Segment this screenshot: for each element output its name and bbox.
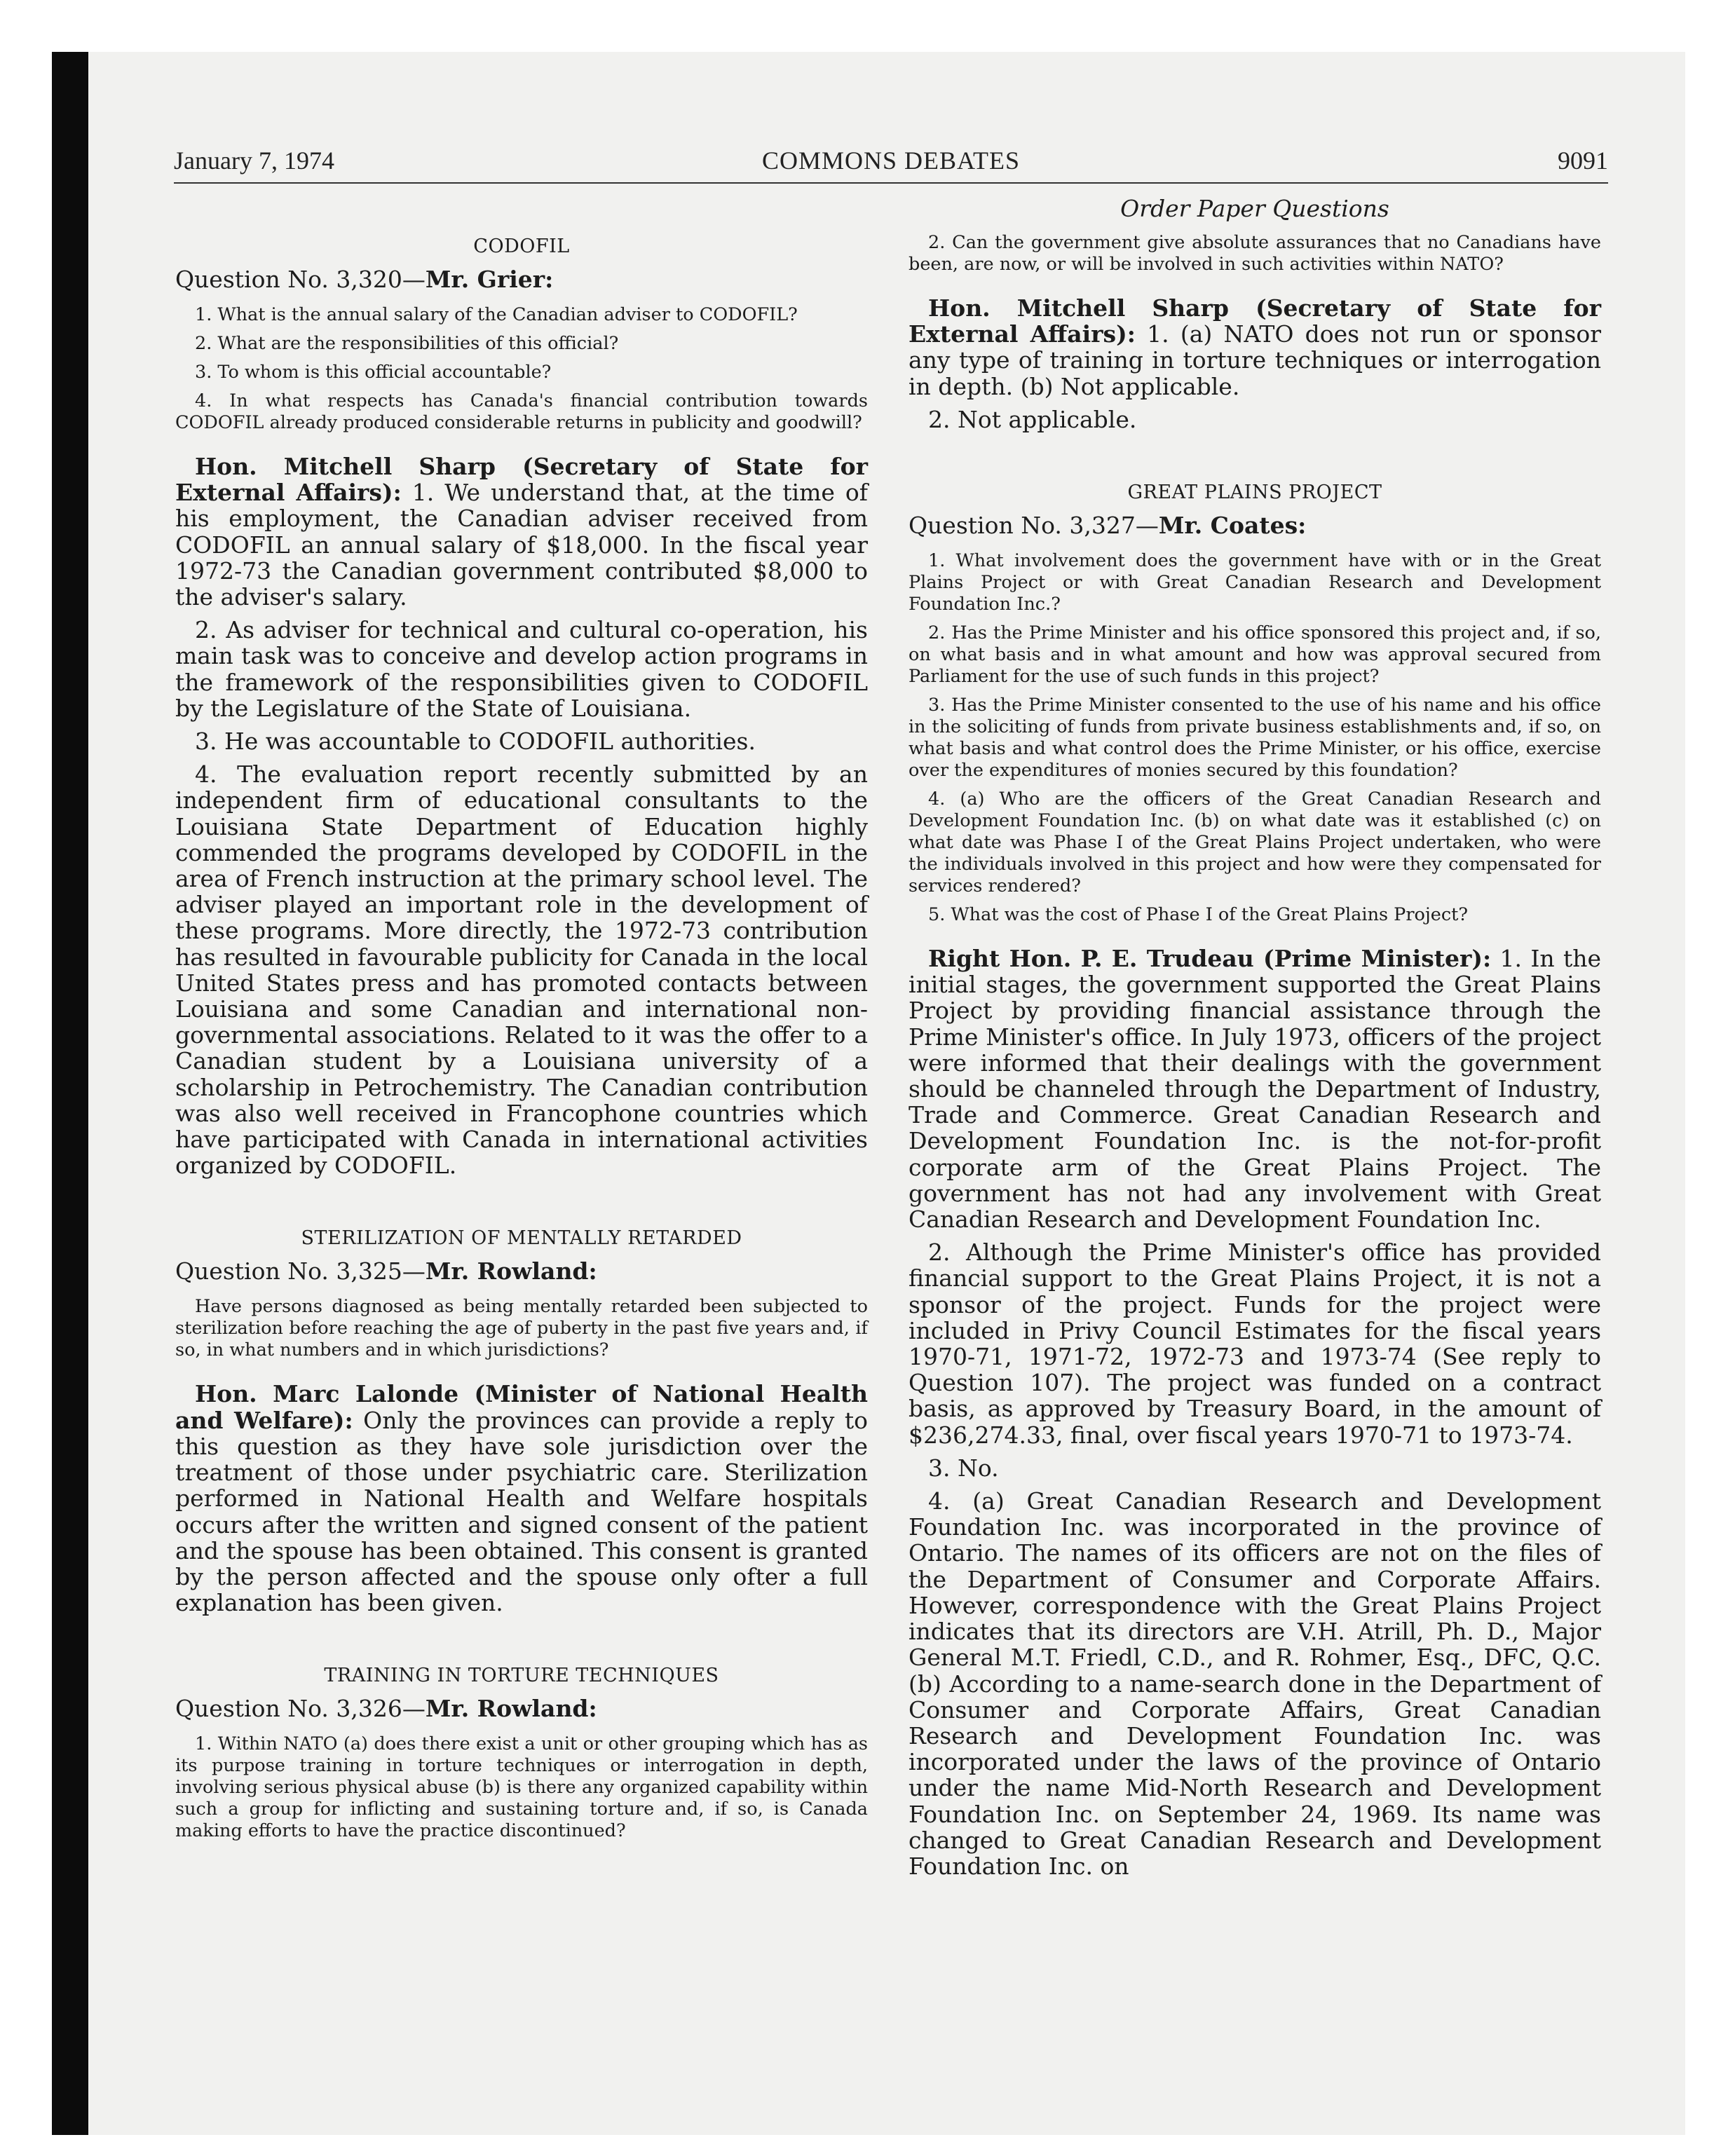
question-item: 1. What involvement does the government have with or in the Great Plains Project or with Great Canadian Research and Development Foundation Inc.? — [909, 550, 1601, 615]
answer-paragraph: 2. Not applicable. — [928, 405, 1137, 433]
page-header — [174, 146, 1608, 184]
section-title-codofil: CODOFIL — [473, 236, 570, 257]
answer-text: 1. In the initial stages, the government supported the Great Plains Project by providing financial assistance through the Prime Minister's office. In July 1973, officers of the project were informed that their dealings with the government should be channeled through the Department of Industry, Trade and Commerce. Great Canadian Research and Development Foundation Inc. is the not-for-profit corporate arm of the Great Plains Project. The government has not had any involvement with Great Canadian Research and Development Foundation Inc. — [909, 945, 1601, 1234]
page-number: 9091 — [1558, 146, 1608, 175]
section-title-sterilization: STERILIZATION OF MENTALLY RETARDED — [301, 1227, 742, 1250]
question-heading — [175, 266, 868, 293]
right-column — [909, 195, 1601, 1886]
question-item: 3. To whom is this official accountable? — [195, 362, 552, 383]
answer-speaker: Right Hon. P. E. Trudeau (Prime Minister): — [928, 945, 1492, 973]
binding-edge — [52, 52, 88, 2135]
answer-text: 1. (a) NATO does not run or sponsor any type of training in torture techniques or interrogation in depth. (b) Not applicable. — [909, 320, 1601, 400]
answer-paragraph — [909, 295, 1601, 400]
question-item: 4. (a) Who are the officers of the Great Canadian Research and Development Foundation Inc. (b) on what date was it established (c) on what date was Phase I of the Great Plains Project undertaken, who were the individuals involved in this project and how were they compensated for services rendered? — [909, 789, 1601, 897]
answer-speaker: Hon. Mitchell Sharp (Secretary of State for External Affairs): — [909, 294, 1601, 348]
question-item: 1. What is the annual salary of the Canadian adviser to CODOFIL? — [195, 304, 798, 325]
question-number: Question No. 3,326— — [175, 1695, 426, 1723]
question-mp: Mr. Coates: — [1158, 512, 1307, 540]
question-item: 5. What was the cost of Phase I of the Great Plains Project? — [928, 904, 1469, 926]
question-number: Question No. 3,327— — [909, 512, 1159, 540]
question-item: 2. Has the Prime Minister and his office sponsored this project and, if so, on what basis and in what amount and how was approval secured from Parliament for the use of such funds in this project? — [909, 622, 1601, 688]
question-number: Question No. 3,320— — [175, 266, 426, 293]
question-heading — [175, 1695, 868, 1722]
answer-text: 1. We understand that, at the time of his employment, the Canadian adviser received from CODOFIL an annual salary of $18,000. In the fiscal year 1972-73 the Canadian government contributed $8,000 to the adviser's salary. — [175, 479, 868, 611]
left-column — [175, 195, 868, 1849]
answer-paragraph — [175, 1381, 868, 1616]
question-item: Have persons diagnosed as being mentally retarded been subjected to sterilization before reaching the age of puberty in the past five years and, if so, in what numbers and in which jurisdictions? — [175, 1296, 868, 1361]
answer-text: Only the provinces can provide a reply to this question as they have sole jurisdiction over the treatment of those under psychiatric care. Sterilization performed in National Health and Welfare hospitals occurs after the written and signed consent of the patient and the spouse has been obtained. This consent is granted by the person affected and the spouse only ofter a full explanation has been given. — [175, 1406, 868, 1617]
answer-paragraph: 3. He was accountable to CODOFIL authorities. — [195, 728, 756, 756]
header-title: COMMONS DEBATES — [761, 146, 1021, 175]
section-title-great-plains: GREAT PLAINS PROJECT — [1127, 482, 1382, 504]
answer-paragraph: 4. (a) Great Canadian Research and Development Foundation Inc. was incorporated in the province of Ontario. The names of its officers are not on the files of the Department of Consumer and Corporate Affairs. However, correspondence with the Great Plains Project indicates that its directors are V.H. Atrill, Ph. D., Major General M.T. Friedl, C.D., and R. Rohmer, Esq., DFC, Q.C. (b) According to a name-search done in the Department of Consumer and Corporate Affairs, Great Canadian Research and Development Foundation Inc. was incorporated under the laws of the province of Ontario under the name Mid-North Research and Development Foundation Inc. on September 24, 1969. Its name was changed to Great Canadian Research and Development Foundation Inc. on — [909, 1487, 1601, 1880]
question-mp: Mr. Rowland: — [425, 1257, 597, 1285]
question-heading — [909, 512, 1601, 539]
answer-paragraph: 4. The evaluation report recently submitted by an independent firm of educational consultants to the Louisiana State Department of Education highly commended the programs developed by CODOFIL in the area of French instruction at the primary school level. The adviser played an important role in the development of these programs. More directly, the 1972-73 contribution has resulted in favourable publicity for Canada in the local United States press and has promoted contacts between Louisiana and some Canadian and international non-governmental associations. Related to it was the offer to a Canadian student by a Louisiana university of a scholarship in Petrochemistry. The Canadian contribution was also well received in Francophone countries which have participated with Canada in international activities organized by CODOFIL. — [175, 760, 868, 1180]
answer-paragraph — [909, 946, 1601, 1232]
answer-paragraph — [175, 453, 868, 610]
question-heading — [175, 1257, 868, 1285]
continued-heading: Order Paper Questions — [1120, 195, 1389, 222]
answer-paragraph: 3. No. — [928, 1454, 999, 1482]
header-date: January 7, 1974 — [174, 146, 334, 175]
answer-speaker: Hon. Marc Lalonde (Minister of National Health and Welfare): — [175, 1380, 868, 1434]
answer-paragraph: 2. Although the Prime Minister's office has provided financial support to the Great Plains Project, it is not a sponsor of the project. Funds for the project were included in Privy Council Estimates for the fiscal years 1970-71, 1971-72, 1972-73 and 1973-74 (See reply to Question 107). The project was funded on a contract basis, as approved by Treasury Board, in the amount of $236,274.33, final, over fiscal years 1970-71 to 1973-74. — [909, 1239, 1601, 1449]
answer-paragraph: 2. As adviser for technical and cultural co-operation, his main task was to conceive and develop action programs in the framework of the responsibilities given to CODOFIL by the Legislature of the State of Louisiana. — [175, 616, 868, 722]
question-mp: Mr. Grier: — [425, 266, 554, 293]
answer-speaker: Hon. Mitchell Sharp (Secretary of State for External Affairs): — [175, 453, 868, 507]
question-item: 3. Has the Prime Minister consented to the use of his name and his office in the soliciting of funds from private business establishments and, if so, on what basis and what control does the Prime Minister, or his office, exercise over the expenditures of monies secured by this foundation? — [909, 695, 1601, 782]
question-item: 2. Can the government give absolute assurances that no Canadians have been, are now, or will be involved in such activities within NATO? — [909, 232, 1601, 275]
question-item: 1. Within NATO (a) does there exist a unit or other grouping which has as its purpose training in torture techniques or interrogation in depth, involving serious physical abuse (b) is there any organized capability within such a group for inflicting and sustaining torture and, if so, is Canada making efforts to have the practice discontinued? — [175, 1733, 868, 1842]
question-number: Question No. 3,325— — [175, 1257, 426, 1285]
question-mp: Mr. Rowland: — [425, 1695, 597, 1723]
section-title-torture: TRAINING IN TORTURE TECHNIQUES — [324, 1665, 719, 1687]
question-item: 4. In what respects has Canada's financial contribution towards CODOFIL already produced considerable returns in publicity and goodwill? — [175, 390, 868, 433]
question-item: 2. What are the responsibilities of this official? — [195, 333, 619, 354]
